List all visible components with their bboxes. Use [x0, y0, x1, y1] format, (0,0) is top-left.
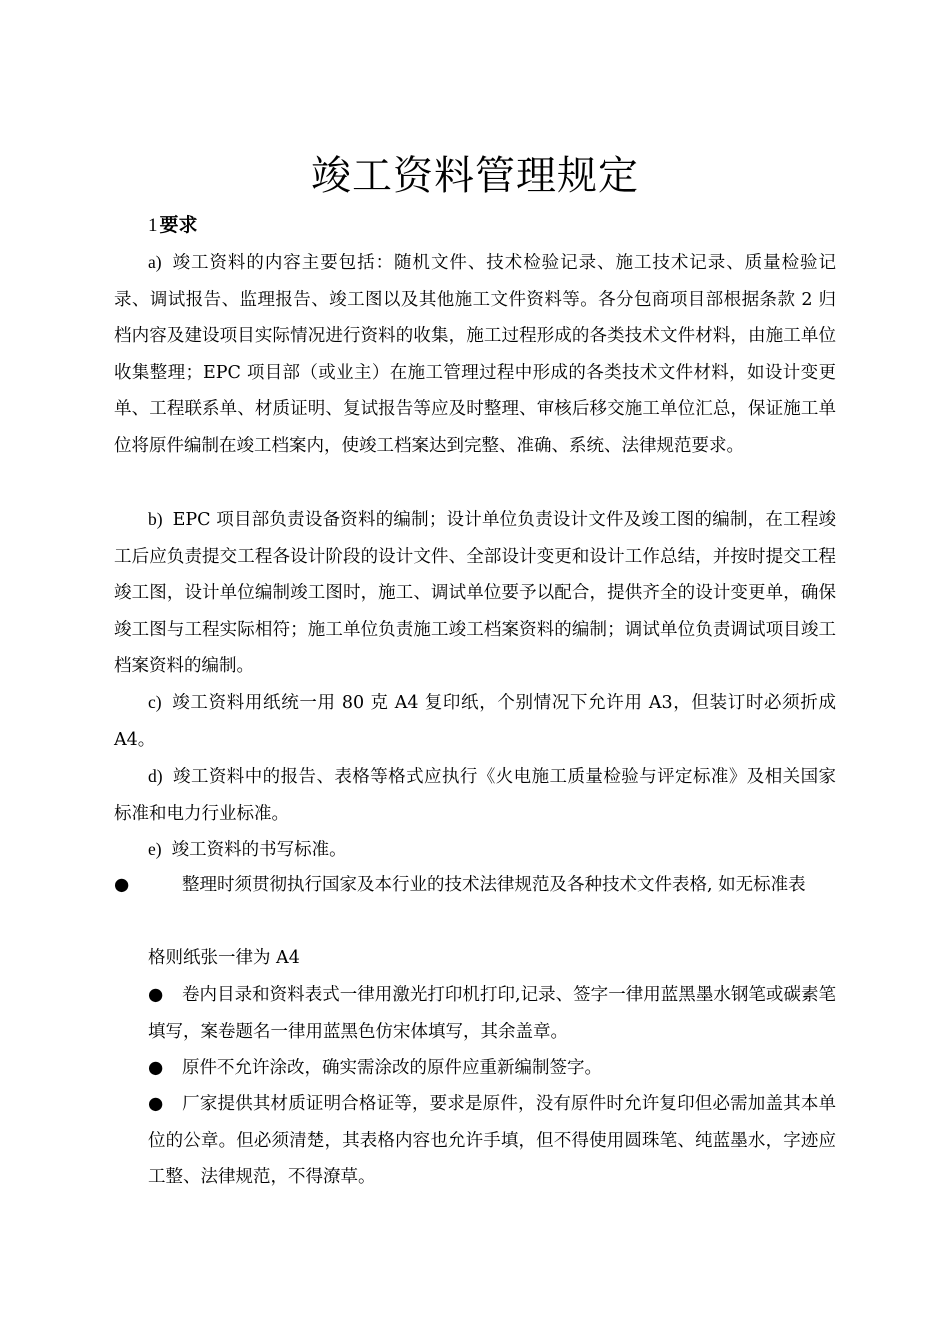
bullet-text: 整理时须贯彻执行国家及本行业的技术法律规范及各种技术文件表格, 如无标准表 [182, 875, 806, 895]
document-title: 竣工资料管理规定 [311, 153, 639, 199]
paragraph-label: c) [148, 692, 162, 712]
section-number: 1 [148, 215, 158, 236]
loose-text-line: 格则纸张一律为 A4 [148, 948, 300, 968]
bullet-dot-icon: ● [148, 1094, 164, 1114]
paragraph-text: EPC 项目部负责设备资料的编制；设计单位负责设计文件及竣工图的编制，在工程竣工后应负责提交工程各设计阶段的设计文件、全部设计变更和设计工作总结，并按时提交工程竣工图，设计单位编制竣工图时，施工、调试单位要予以配合，提供齐全的设计变更单，确保竣工图与工程实际相符；施工单位负责施工竣工档案资料的编制；调试单位负责调试项目竣工档案资料的编制。 [114, 510, 836, 677]
paragraph-c [114, 684, 836, 758]
section-label: 要求 [159, 214, 198, 236]
paragraph-text: 竣工资料的内容主要包括：随机文件、技术检验记录、施工技术记录、质量检验记录、调试报告、监理报告、竣工图以及其他施工文件资料等。各分包商项目部根据条款 2 归档内容及建设项目实际情况进行资料的收集，施工过程形成的各类技术文件材料，由施工单位收集整理；EPC 项目部（或业主）在施工管理过程中形成的各类技术文件材料，如设计变更单、工程联系单、材质证明、复试报告等应及时整理、审核后移交施工单位汇总，保证施工单位将原件编制在竣工档案内，使竣工档案达到完整、准确、系统、法律规范要求。 [114, 253, 836, 456]
paragraph-label: d) [148, 766, 163, 786]
bullet-text: 厂家提供其材质证明合格证等，要求是原件，没有原件时允许复印但必需加盖其本单位的公章。但必须清楚，其表格内容也允许手填，但不得使用圆珠笔、纯蓝墨水，字迹应工整、法律规范，不得潦草。 [148, 1094, 836, 1188]
paragraph-d [114, 758, 836, 832]
bullet-dot-icon: ● [148, 1058, 164, 1078]
paragraph-label: a) [148, 252, 162, 272]
paragraph-e [114, 831, 836, 869]
bullet-item [148, 1086, 836, 1196]
paragraph-label: e) [148, 839, 162, 859]
bullet-text: 原件不允许涂改，确实需涂改的原件应重新编制签字。 [182, 1058, 602, 1078]
bullet-item [148, 1050, 836, 1087]
bullet-item [148, 977, 836, 1050]
section-heading [148, 210, 198, 241]
bullet-dot-icon: ● [114, 875, 130, 895]
paragraph-label: b) [148, 509, 163, 529]
paragraph-b [114, 501, 836, 685]
paragraph-text: 竣工资料的书写标准。 [171, 840, 347, 860]
bullet-text: 卷内目录和资料表式一律用激光打印机打印,记录、签字一律用蓝黑墨水钢笔或碳素笔填写，案卷题名一律用蓝黑色仿宋体填写，其余盖章。 [148, 985, 836, 1042]
paragraph-text: 竣工资料中的报告、表格等格式应执行《火电施工质量检验与评定标准》及相关国家标准和电力行业标准。 [114, 767, 836, 824]
paragraph-a [114, 244, 836, 465]
paragraph-text: 竣工资料用纸统一用 80 克 A4 复印纸，个别情况下允许用 A3，但装订时必须折成 A4。 [114, 693, 836, 750]
bullet-dot-icon: ● [148, 985, 164, 1005]
bullet-item [114, 867, 836, 904]
